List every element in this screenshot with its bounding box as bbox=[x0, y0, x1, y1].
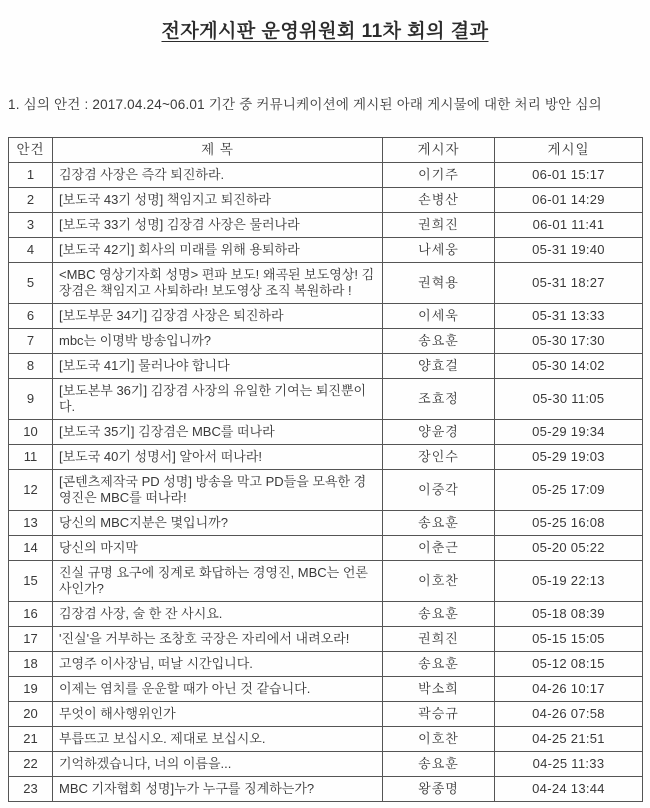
table-row bbox=[9, 304, 643, 329]
date-cell: 05-18 08:39 bbox=[495, 602, 643, 627]
title-cell: 당신의 MBC지분은 몇입니까? bbox=[53, 511, 383, 536]
title-cell: 부릅뜨고 보십시오. 제대로 보십시오. bbox=[53, 727, 383, 752]
title-cell: '진실'을 거부하는 조창호 국장은 자리에서 내려오라! bbox=[53, 627, 383, 652]
agenda-no-cell: 15 bbox=[9, 561, 53, 602]
col-header-poster: 게시자 bbox=[383, 138, 495, 163]
agenda-no-cell: 14 bbox=[9, 536, 53, 561]
poster-cell: 권희진 bbox=[383, 627, 495, 652]
agenda-no-cell: 6 bbox=[9, 304, 53, 329]
title-cell: 당신의 마지막 bbox=[53, 536, 383, 561]
agenda-no-cell: 16 bbox=[9, 602, 53, 627]
date-cell: 05-29 19:03 bbox=[495, 445, 643, 470]
col-header-date: 게시일 bbox=[495, 138, 643, 163]
table-row bbox=[9, 536, 643, 561]
poster-cell: 조효정 bbox=[383, 379, 495, 420]
title-cell: 김장겸 사장, 술 한 잔 사시요. bbox=[53, 602, 383, 627]
agenda-no-cell: 18 bbox=[9, 652, 53, 677]
title-cell: 진실 규명 요구에 징계로 화답하는 경영진, MBC는 언론사인가? bbox=[53, 561, 383, 602]
agenda-no-cell: 2 bbox=[9, 188, 53, 213]
title-cell: [보도국 33기 성명] 김장겸 사장은 물러나라 bbox=[53, 213, 383, 238]
title-cell: 김장겸 사장은 즉각 퇴진하라. bbox=[53, 163, 383, 188]
title-cell: <MBC 영상기자회 성명> 편파 보도! 왜곡된 보도영상! 김장겸은 책임지고 사퇴하라! 보도영상 조직 복원하라 ! bbox=[53, 263, 383, 304]
title-cell: 기억하겠습니다, 너의 이름을... bbox=[53, 752, 383, 777]
document-title: 전자게시판 운영위원회 11차 회의 결과 bbox=[161, 21, 489, 42]
header-row bbox=[9, 138, 643, 163]
title-cell: mbc는 이명박 방송입니까? bbox=[53, 329, 383, 354]
title-cell: [보도국 35기] 김장겸은 MBC를 떠나라 bbox=[53, 420, 383, 445]
agenda-no-cell: 20 bbox=[9, 702, 53, 727]
agenda-line: 1. 심의 안건 : 2017.04.24~06.01 기간 중 커뮤니케이션에 게시된 아래 게시물에 대한 처리 방안 심의 bbox=[8, 97, 602, 112]
date-cell: 06-01 14:29 bbox=[495, 188, 643, 213]
date-cell: 05-15 15:05 bbox=[495, 627, 643, 652]
agenda-no-cell: 10 bbox=[9, 420, 53, 445]
date-cell: 05-31 18:27 bbox=[495, 263, 643, 304]
poster-cell: 양윤경 bbox=[383, 420, 495, 445]
agenda-no-cell: 4 bbox=[9, 238, 53, 263]
date-cell: 05-30 17:30 bbox=[495, 329, 643, 354]
table-header bbox=[9, 138, 643, 163]
table-body bbox=[9, 163, 643, 802]
poster-cell: 이세욱 bbox=[383, 304, 495, 329]
title-cell: [보도국 42기] 회사의 미래를 위해 용퇴하라 bbox=[53, 238, 383, 263]
poster-cell: 이호찬 bbox=[383, 561, 495, 602]
col-header-agenda-no: 안건 bbox=[9, 138, 53, 163]
poster-cell: 왕종명 bbox=[383, 777, 495, 802]
date-cell: 05-20 05:22 bbox=[495, 536, 643, 561]
poster-cell: 송요훈 bbox=[383, 329, 495, 354]
poster-cell: 곽승규 bbox=[383, 702, 495, 727]
poster-cell: 이호찬 bbox=[383, 727, 495, 752]
poster-cell: 송요훈 bbox=[383, 511, 495, 536]
agenda-no-cell: 1 bbox=[9, 163, 53, 188]
col-header-title: 제 목 bbox=[53, 138, 383, 163]
title-cell: [보도국 41기] 물러나야 합니다 bbox=[53, 354, 383, 379]
title-cell: 고영주 이사장님, 떠날 시간입니다. bbox=[53, 652, 383, 677]
title-cell: [보도국 40기 성명서] 알아서 떠나라! bbox=[53, 445, 383, 470]
date-cell: 05-25 17:09 bbox=[495, 470, 643, 511]
poster-cell: 손병산 bbox=[383, 188, 495, 213]
table-row bbox=[9, 445, 643, 470]
title-cell: 무엇이 해사행위인가 bbox=[53, 702, 383, 727]
date-cell: 04-26 07:58 bbox=[495, 702, 643, 727]
date-cell: 04-26 10:17 bbox=[495, 677, 643, 702]
agenda-no-cell: 8 bbox=[9, 354, 53, 379]
date-cell: 05-31 19:40 bbox=[495, 238, 643, 263]
date-cell: 05-31 13:33 bbox=[495, 304, 643, 329]
date-cell: 05-25 16:08 bbox=[495, 511, 643, 536]
table-row bbox=[9, 727, 643, 752]
agenda-no-cell: 19 bbox=[9, 677, 53, 702]
poster-cell: 이중각 bbox=[383, 470, 495, 511]
table-row bbox=[9, 511, 643, 536]
table-row bbox=[9, 379, 643, 420]
poster-cell: 나세웅 bbox=[383, 238, 495, 263]
table-row bbox=[9, 652, 643, 677]
agenda-no-cell: 5 bbox=[9, 263, 53, 304]
poster-cell: 양효걸 bbox=[383, 354, 495, 379]
table-row bbox=[9, 752, 643, 777]
date-cell: 05-29 19:34 bbox=[495, 420, 643, 445]
agenda-no-cell: 12 bbox=[9, 470, 53, 511]
agenda-no-cell: 11 bbox=[9, 445, 53, 470]
table-row bbox=[9, 602, 643, 627]
table-row bbox=[9, 238, 643, 263]
table-row bbox=[9, 163, 643, 188]
table-row bbox=[9, 329, 643, 354]
date-cell: 05-30 14:02 bbox=[495, 354, 643, 379]
title-cell: [보도본부 36기] 김장겸 사장의 유일한 기여는 퇴진뿐이다. bbox=[53, 379, 383, 420]
agenda-no-cell: 17 bbox=[9, 627, 53, 652]
posts-table bbox=[8, 137, 643, 802]
agenda-no-cell: 13 bbox=[9, 511, 53, 536]
agenda-no-cell: 7 bbox=[9, 329, 53, 354]
date-cell: 04-24 13:44 bbox=[495, 777, 643, 802]
agenda-no-cell: 9 bbox=[9, 379, 53, 420]
table-row bbox=[9, 561, 643, 602]
poster-cell: 권혁용 bbox=[383, 263, 495, 304]
poster-cell: 송요훈 bbox=[383, 752, 495, 777]
date-cell: 05-19 22:13 bbox=[495, 561, 643, 602]
table-row bbox=[9, 702, 643, 727]
poster-cell: 권희진 bbox=[383, 213, 495, 238]
table-row bbox=[9, 420, 643, 445]
table-row bbox=[9, 354, 643, 379]
title-cell: 이제는 염치를 운운할 때가 아닌 것 같습니다. bbox=[53, 677, 383, 702]
date-cell: 05-30 11:05 bbox=[495, 379, 643, 420]
poster-cell: 송요훈 bbox=[383, 652, 495, 677]
title-cell: [보도국 43기 성명] 책임지고 퇴진하라 bbox=[53, 188, 383, 213]
date-cell: 04-25 21:51 bbox=[495, 727, 643, 752]
date-cell: 06-01 15:17 bbox=[495, 163, 643, 188]
poster-cell: 박소희 bbox=[383, 677, 495, 702]
title-cell: MBC 기자협회 성명]누가 누구를 징계하는가? bbox=[53, 777, 383, 802]
table-row bbox=[9, 677, 643, 702]
agenda-no-cell: 23 bbox=[9, 777, 53, 802]
date-cell: 06-01 11:41 bbox=[495, 213, 643, 238]
title-cell: [콘텐츠제작국 PD 성명] 방송을 막고 PD들을 모욕한 경영진은 MBC를 떠나라! bbox=[53, 470, 383, 511]
table-row bbox=[9, 263, 643, 304]
poster-cell: 송요훈 bbox=[383, 602, 495, 627]
date-cell: 05-12 08:15 bbox=[495, 652, 643, 677]
table-row bbox=[9, 627, 643, 652]
table-row bbox=[9, 470, 643, 511]
date-cell: 04-25 11:33 bbox=[495, 752, 643, 777]
title-cell: [보도부문 34기] 김장겸 사장은 퇴진하라 bbox=[53, 304, 383, 329]
agenda-no-cell: 21 bbox=[9, 727, 53, 752]
table-row bbox=[9, 188, 643, 213]
poster-cell: 장인수 bbox=[383, 445, 495, 470]
agenda-no-cell: 22 bbox=[9, 752, 53, 777]
agenda-no-cell: 3 bbox=[9, 213, 53, 238]
table-row bbox=[9, 213, 643, 238]
poster-cell: 이춘근 bbox=[383, 536, 495, 561]
table-row bbox=[9, 777, 643, 802]
poster-cell: 이기주 bbox=[383, 163, 495, 188]
